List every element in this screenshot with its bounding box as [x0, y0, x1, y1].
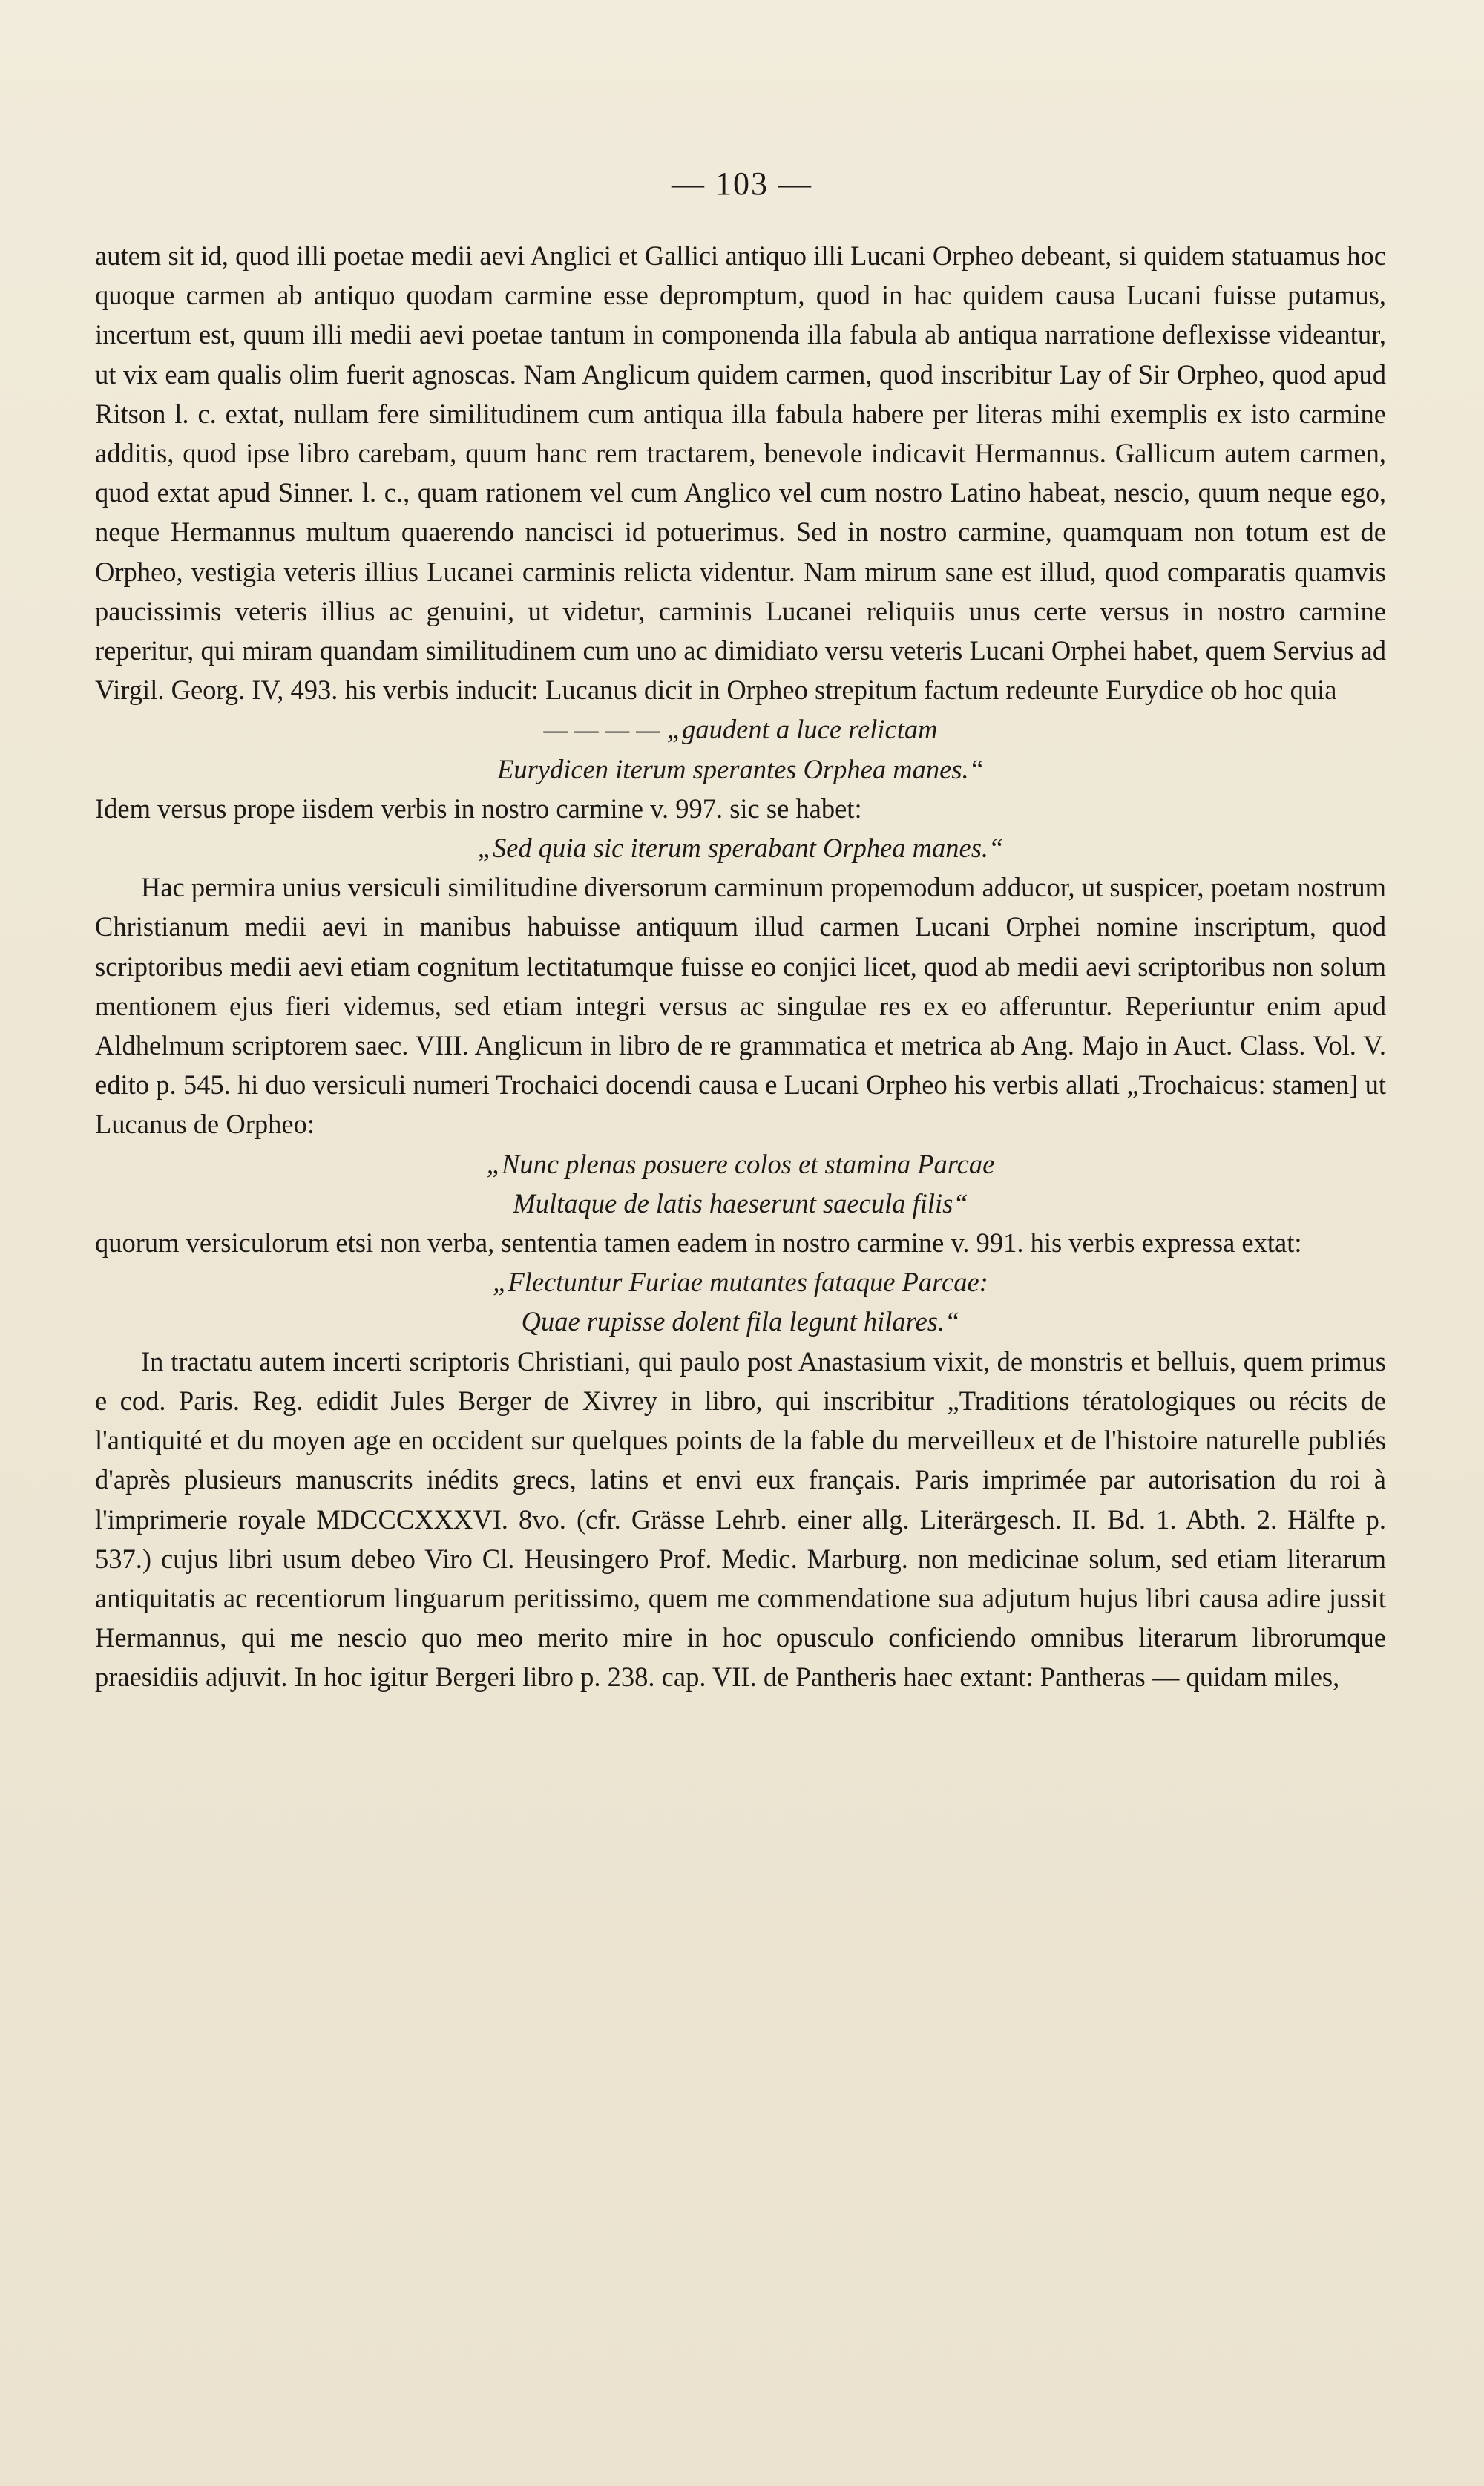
paragraph: Hac permira unius versiculi similitudine diversorum carminum propemodum adducor, ut suspicer, poetam nostrum Christianum medii aevi in manibus habuisse antiquum illud carmen Lucani Orphei nomine inscriptum, quod scriptoribus medii aevi etiam cognitum lectitatumque fuisse eo conjici licet, quod ab medii aevi scriptoribus non solum mentionem ejus fieri videmus, sed etiam integri versus ac singulae res ex eo afferuntur. Reperiuntur enim apud Aldhelmum scriptorem saec. VIII. Anglicum in libro de re grammatica et metrica ab Ang. Majo in Auct. Class. Vol. V. edito p. 545. hi duo versiculi numeri Trochaici docendi causa e Lucani Orpheo his verbis allati „Trochaicus: stamen] ut Lucanus de Orpheo:	[95, 872, 1386, 1140]
paragraph: Idem versus prope iisdem verbis in nostro carmine v. 997. sic se habet:	[95, 793, 862, 824]
verse-quote-line: — — — — „gaudent a luce relictam	[543, 714, 938, 745]
verse-quote-line: Eurydicen iterum sperantes Orphea manes.“	[497, 753, 984, 784]
paragraph: In tractatu autem incerti scriptoris Christiani, qui paulo post Anastasium vixit, de monstris et belluis, quem primus e cod. Paris. Reg. edidit Jules Berger de Xivrey in libro, qui inscribitur „Traditions tératologiques ou récits de l'antiquité et du moyen age en occident sur quelques points de la fable du merveilleux et de l'histoire naturelle publiés d'après plusieurs manuscrits inédits grecs, latins et envi eux français. Paris imprimée par autorisation du roi à l'imprimerie royale MDCCCXXXVI. 8vo. (cfr. Grässe Lehrb. einer allg. Literärgesch. II. Bd. 1. Abth. 2. Hälfte p. 537.) cujus libri usum debeo Viro Cl. Heusingero Prof. Medic. Marburg. non medicinae solum, sed etiam literarum antiquitatis ac recentiorum linguarum peritissimo, quem me commendatione sua adjutum hujus libri causa adire jussit Hermannus, qui me nescio quo meo merito mire in hoc opusculo conficiendo omnibus literarum librorumque praesidiis adjuvit. In hoc igitur Bergeri libro p. 238. cap. VII. de Pantheris haec extant: Pantheras — quidam miles,	[95, 1345, 1386, 1693]
verse-quote-line: Quae rupisse dolent fila legunt hilares.“	[521, 1306, 960, 1337]
paragraph: quorum versiculorum etsi non verba, sententia tamen eadem in nostro carmine v. 991. his verbis expressa extat:	[95, 1227, 1302, 1259]
verse-quote-line: Multaque de latis haeserunt saecula filis“	[513, 1187, 968, 1219]
verse-quote-line: „Sed quia sic iterum sperabant Orphea manes.“	[477, 833, 1004, 864]
verse-quote-line: „Flectuntur Furiae mutantes fataque Parcae:	[493, 1267, 988, 1298]
page-number: — 103 —	[672, 165, 812, 202]
verse-quote-line: „Nunc plenas posuere colos et stamina Parcae	[486, 1148, 995, 1179]
body-text	[95, 236, 1386, 1697]
paragraph: autem sit id, quod illi poetae medii aevi Anglici et Gallici antiquo illi Lucani Orpheo debeant, si quidem statuamus hoc quoque carmen ab antiquo quodam carmine esse depromptum, quod in hac quidem causa Lucani fuisse putamus, incertum est, quum illi medii aevi poetae tantum in componenda illa fabula ab antiqua narratione deflexisse videantur, ut vix eam qualis olim fuerit agnoscas. Nam Anglicum quidem carmen, quod inscribitur Lay of Sir Orpheo, quod apud Ritson l. c. extat, nullam fere similitudinem cum antiqua illa fabula habere per literas mihi exemplis ex isto carmine additis, quod ipse libro carebam, quum hanc rem tractarem, benevole indicavit Hermannus. Gallicum autem carmen, quod extat apud Sinner. l. c., quam rationem vel cum Anglico vel cum nostro Latino habeat, nescio, quum neque ego, neque Hermannus multum quaerendo nancisci id potuerimus. Sed in nostro carmine, quamquam non totum est de Orpheo, vestigia veteris illius Lucanei carminis relicta videntur. Nam mirum sane est illud, quod comparatis quamvis paucissimis veteris illius ac genuini, ut videtur, carminis Lucanei reliquiis unus certe versus in nostro carmine reperitur, qui miram quandam similitudinem cum uno ac dimidiato versu veteris Lucani Orphei habet, quem Servius ad Virgil. Georg. IV, 493. his verbis inducit: Lucanus dicit in Orpheo strepitum factum redeunte Eurydice ob hoc quia	[95, 240, 1386, 706]
